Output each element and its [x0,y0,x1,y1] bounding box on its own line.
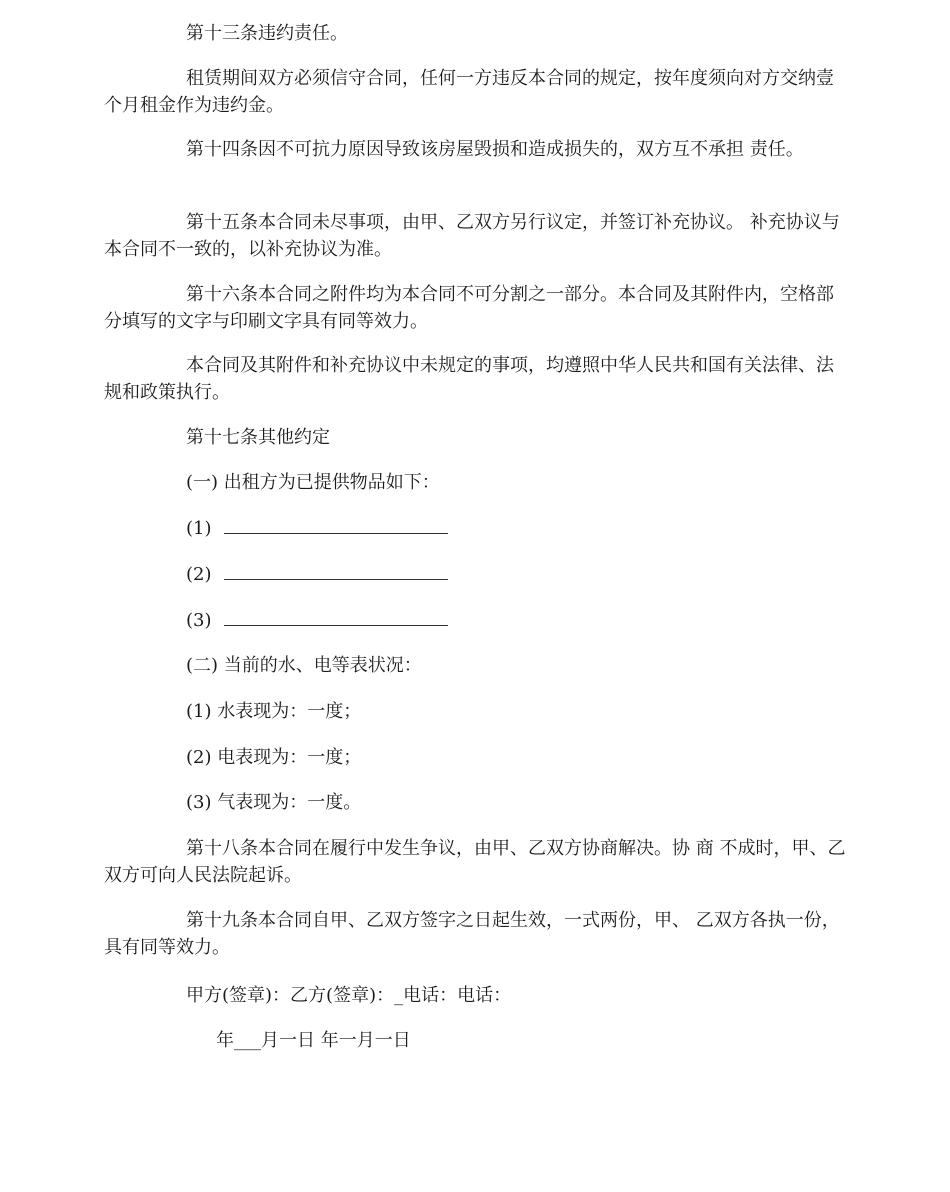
article-15: 第十五条本合同未尽事项，由甲、乙双方另行议定，并签订补充协议。 补充协议与本合同不一致的，以补充协议为准。 [104,212,840,260]
provided-items-heading: (一) 出租方为已提供物品如下： [186,472,440,493]
gas-meter-line: (3) 气表现为：一度。 [186,792,362,813]
provided-item-3-blank [224,607,448,626]
signature-line: 甲方(签章)：乙方(签章)：_电话：电话： [186,985,512,1006]
water-meter-line: (1) 水表现为：一度； [186,701,362,722]
article-14: 第十四条因不可抗力原因导致该房屋毁损和造成损失的，双方互不承担 责任。 [186,139,804,160]
article-13-title: 第十三条违约责任。 [186,23,348,44]
provided-item-2-blank [224,561,448,580]
article-19: 第十九条本合同自甲、乙双方签字之日起生效，一式两份，甲、 乙双方各执一份，具有同等效力。 [104,910,840,958]
provided-item-3-label: (3) [186,610,212,631]
electric-meter-line: (2) 电表现为：一度； [186,747,362,768]
provided-item-3 [186,607,448,634]
article-16: 第十六条本合同之附件均为本合同不可分割之一部分。本合同及其附件内，空格部分填写的文字与印刷文字具有同等效力。 [104,284,834,332]
provided-item-1-blank [224,515,448,534]
article-13-body: 租赁期间双方必须信守合同，任何一方违反本合同的规定，按年度须向对方交纳壹个月租金作为违约金。 [104,68,834,116]
provided-item-1-label: (1) [186,518,212,539]
article-16-note: 本合同及其附件和补充协议中未规定的事项，均遵照中华人民共和国有关法律、法规和政策执行。 [104,355,834,403]
date-line: 年___月一日 年一月一日 [216,1030,411,1051]
meters-heading: (二) 当前的水、电等表状况： [186,655,422,676]
provided-item-2-label: (2) [186,564,212,585]
provided-item-1 [186,515,448,542]
provided-item-2 [186,561,448,588]
article-18: 第十八条本合同在履行中发生争议，由甲、乙双方协商解决。协 商 不成时，甲、乙双方可向人民法院起诉。 [104,838,846,886]
article-17-title: 第十七条其他约定 [186,427,330,448]
